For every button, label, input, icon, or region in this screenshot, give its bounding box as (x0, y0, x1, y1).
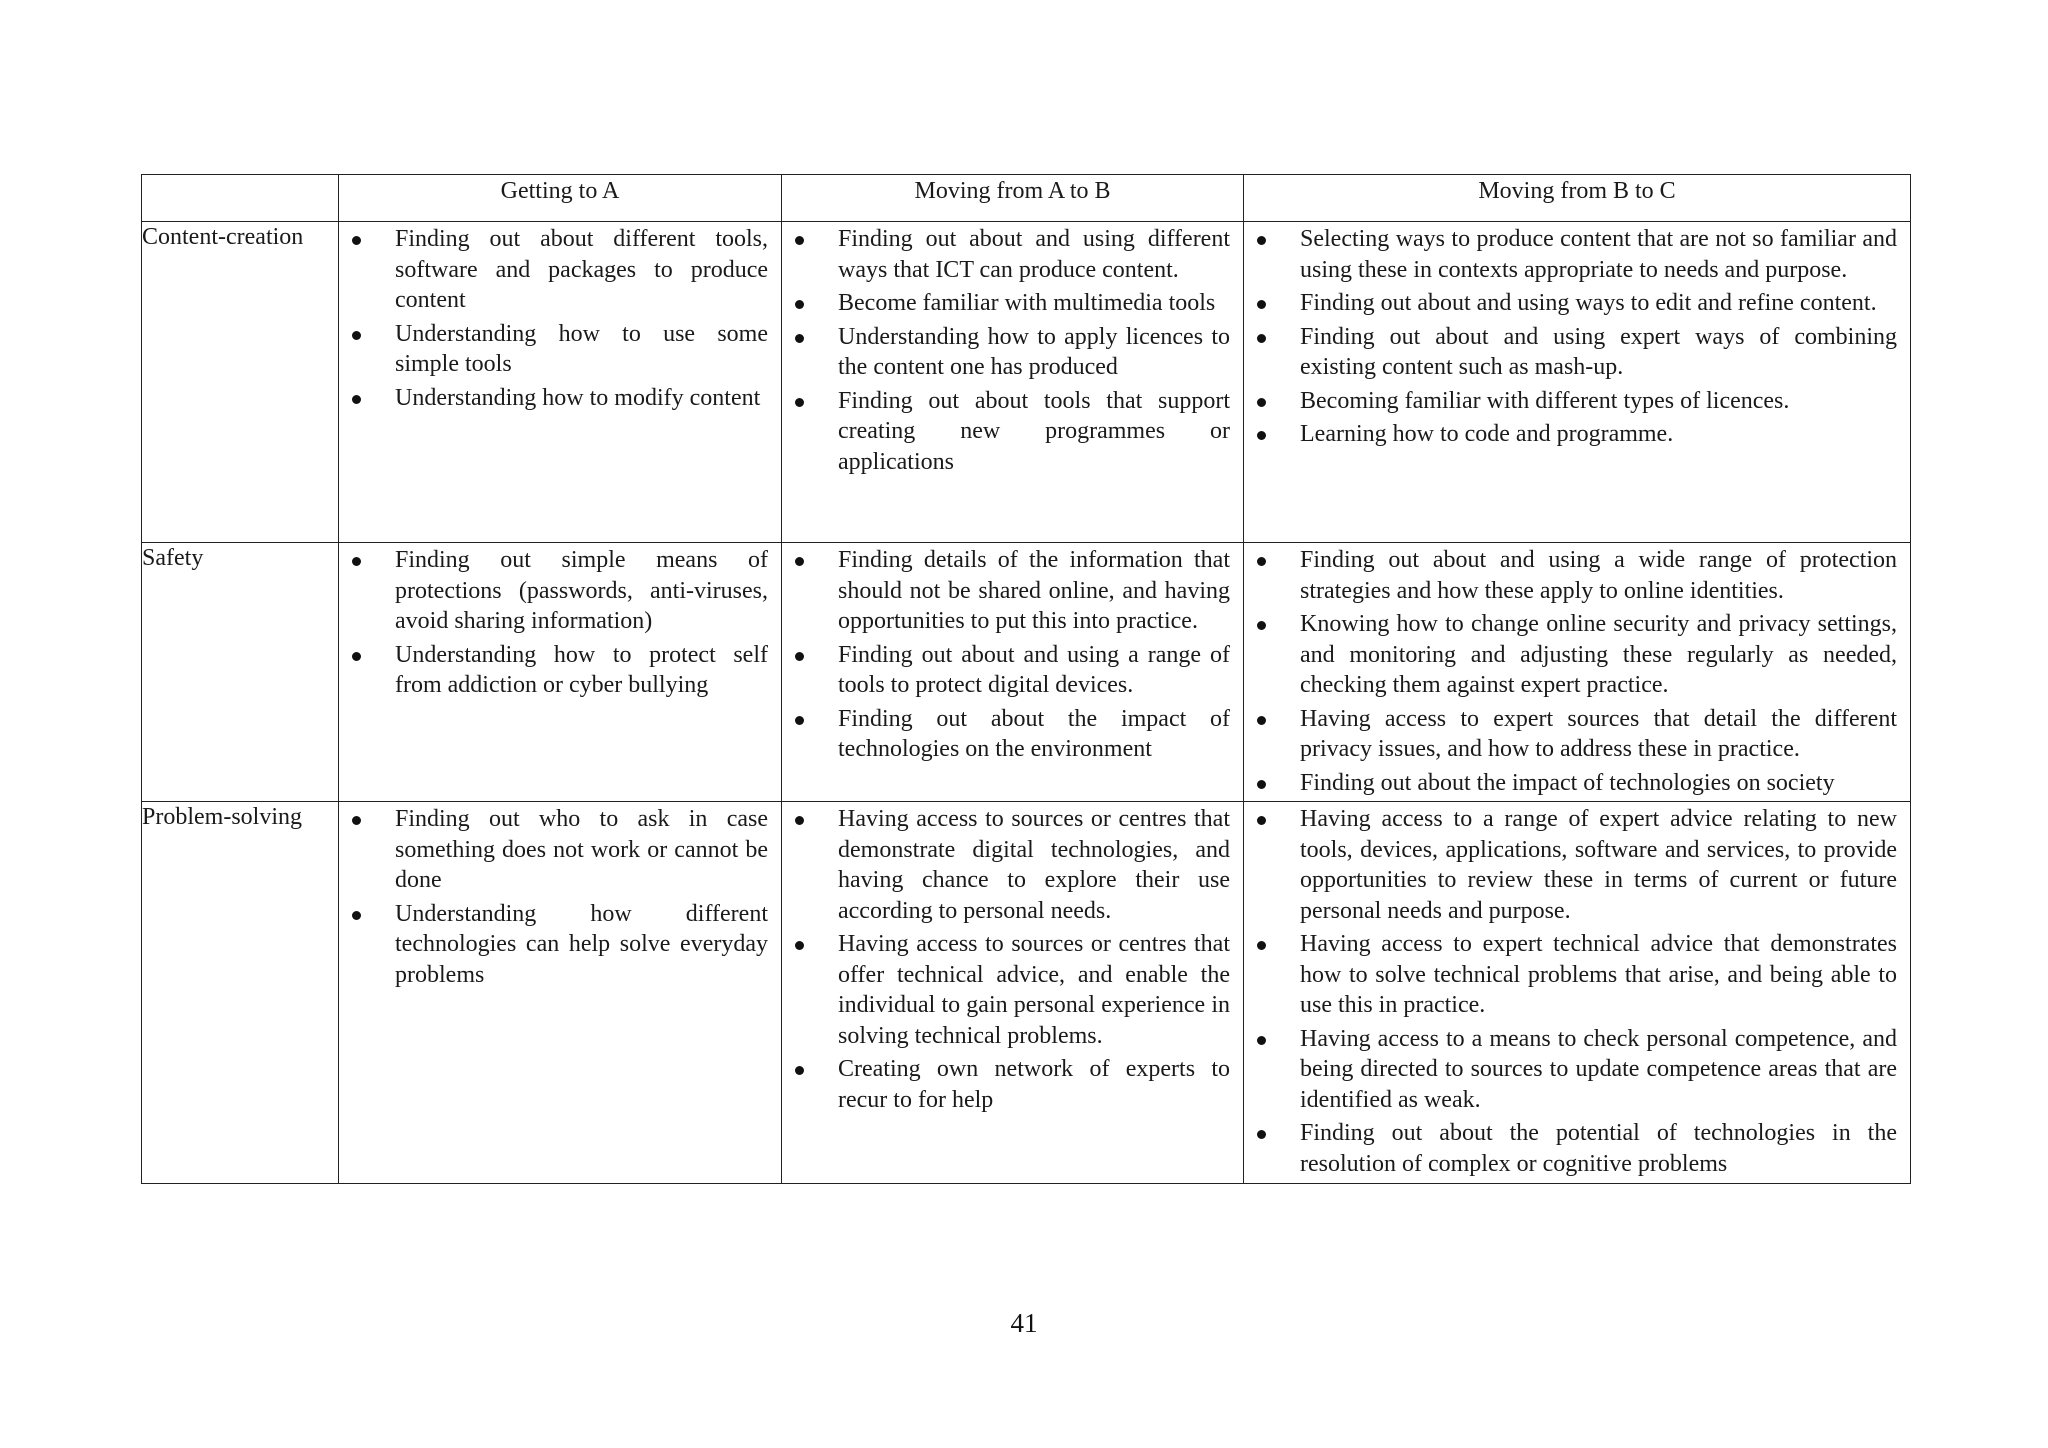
list-item (1244, 768, 1910, 799)
list-item (339, 224, 781, 316)
list-item-text: Creating own network of experts to recur to for help (838, 1056, 1230, 1113)
bullet-icon (795, 816, 804, 825)
bullet-icon (795, 557, 804, 566)
list-item-text: Finding out who to ask in case something does not work or cannot be done (395, 806, 768, 893)
list-item-text: Having access to expert sources that detail the different privacy issues, and how to address these in practice. (1300, 705, 1897, 762)
bullet-icon (352, 236, 361, 245)
bullet-icon (352, 911, 361, 920)
bullet-icon (1257, 557, 1266, 566)
list-item (1244, 804, 1910, 926)
table-cell (782, 222, 1244, 543)
bullet-icon (795, 300, 804, 309)
table-row (142, 543, 1911, 802)
table-cell (339, 222, 782, 543)
list-item-text: Understanding how to modify content (395, 384, 761, 411)
list-item-text: Finding out about different tools, software and packages to produce content (395, 226, 768, 313)
list-item-text: Finding out about the impact of technologies on the environment (838, 705, 1230, 762)
list-item-text: Understanding how different technologies can help solve everyday problems (395, 900, 768, 988)
list-item-text: Knowing how to change online security and privacy settings, and monitoring and adjusting these regularly as needed, checking them against expert practice. (1300, 611, 1897, 698)
list-item-text: Understanding how to use some simple tools (395, 320, 768, 377)
bullet-icon (1257, 716, 1266, 725)
bullet-list (339, 545, 781, 701)
bullet-list (782, 804, 1243, 1115)
bullet-icon (795, 1066, 804, 1075)
list-item (1244, 419, 1910, 450)
bullet-list (339, 224, 781, 413)
list-item-text: Finding out about the potential of technologies in the resolution of complex or cognitive problems (1300, 1120, 1897, 1177)
list-item-text: Finding out about and using expert ways of combining existing content such as mash-up. (1300, 323, 1897, 380)
table-row (142, 802, 1911, 1184)
bullet-list (1244, 545, 1910, 798)
list-item-text: Finding details of the information that should not be shared online, and having opportunities to put this into practice. (838, 547, 1230, 634)
bullet-icon (1257, 1130, 1266, 1139)
header-moving-a-to-b: Moving from A to B (782, 175, 1244, 222)
bullet-list (339, 804, 781, 990)
list-item (782, 804, 1243, 926)
list-item (782, 1054, 1243, 1115)
list-item (339, 545, 781, 637)
bullet-icon (795, 334, 804, 343)
table-cell (782, 802, 1244, 1184)
list-item-text: Understanding how to apply licences to the content one has produced (838, 323, 1230, 380)
list-item-text: Having access to a range of expert advice relating to new tools, devices, applications, software and services, to provide opportunities to review these in terms of current or future personal needs and purpose. (1300, 806, 1897, 924)
bullet-icon (1257, 621, 1266, 630)
row-label-safety: Safety (142, 543, 339, 802)
table-cell (1244, 802, 1911, 1184)
bullet-icon (795, 716, 804, 725)
table-row (142, 222, 1911, 543)
list-item (1244, 322, 1910, 383)
list-item-text: Finding out about and using a wide range of protection strategies and how these apply to online identities. (1300, 547, 1897, 604)
bullet-icon (1257, 236, 1266, 245)
bullet-icon (352, 331, 361, 340)
table-cell (782, 543, 1244, 802)
list-item-text: Having access to sources or centres that demonstrate digital technologies, and having chance to explore their use according to personal needs. (838, 806, 1230, 924)
competence-progression-table (141, 174, 1911, 1184)
bullet-icon (795, 652, 804, 661)
list-item (339, 640, 781, 701)
bullet-icon (1257, 398, 1266, 407)
list-item (339, 899, 781, 991)
bullet-list (782, 224, 1243, 477)
row-label-problem-solving: Problem-solving (142, 802, 339, 1184)
list-item-text: Becoming familiar with different types of licences. (1300, 387, 1790, 414)
list-item-text: Finding out about and using a range of tools to protect digital devices. (838, 641, 1230, 698)
bullet-icon (352, 652, 361, 661)
list-item (782, 322, 1243, 383)
list-item-text: Understanding how to protect self from addiction or cyber bullying (395, 641, 768, 698)
list-item-text: Learning how to code and programme. (1300, 421, 1674, 447)
list-item (782, 640, 1243, 701)
list-item (1244, 609, 1910, 701)
list-item (339, 383, 781, 414)
bullet-icon (1257, 780, 1266, 789)
list-item-text: Finding out about and using ways to edit and refine content. (1300, 290, 1877, 316)
list-item-text: Finding out about and using different ways that ICT can produce content. (838, 226, 1230, 283)
list-item (339, 804, 781, 896)
table-cell (339, 802, 782, 1184)
list-item-text: Finding out about tools that support creating new programmes or applications (838, 387, 1230, 475)
list-item-text: Having access to a means to check personal competence, and being directed to sources to update competence areas that are identified as weak. (1300, 1025, 1897, 1113)
table-cell (339, 543, 782, 802)
list-item (1244, 704, 1910, 765)
list-item (1244, 288, 1910, 319)
table-cell (1244, 543, 1911, 802)
table-header-row (142, 175, 1911, 222)
bullet-icon (1257, 300, 1266, 309)
bullet-icon (1257, 1036, 1266, 1045)
bullet-icon (1257, 431, 1266, 440)
bullet-list (1244, 804, 1910, 1179)
list-item (782, 929, 1243, 1051)
bullet-icon (795, 398, 804, 407)
list-item (1244, 1118, 1910, 1179)
list-item (782, 224, 1243, 285)
bullet-list (782, 545, 1243, 765)
bullet-icon (352, 557, 361, 566)
list-item (1244, 386, 1910, 417)
bullet-icon (1257, 941, 1266, 950)
list-item-text: Having access to sources or centres that offer technical advice, and enable the individual to gain personal experience in solving technical problems. (838, 931, 1230, 1049)
list-item-text: Selecting ways to produce content that are not so familiar and using these in contexts appropriate to needs and purpose. (1300, 226, 1897, 283)
list-item (782, 704, 1243, 765)
bullet-list (1244, 224, 1910, 450)
bullet-icon (352, 395, 361, 404)
bullet-icon (352, 816, 361, 825)
bullet-icon (1257, 334, 1266, 343)
list-item (1244, 224, 1910, 285)
list-item (782, 288, 1243, 319)
header-getting-to-a: Getting to A (339, 175, 782, 222)
bullet-icon (795, 941, 804, 950)
list-item (339, 319, 781, 380)
list-item (1244, 929, 1910, 1021)
list-item (1244, 545, 1910, 606)
list-item-text: Become familiar with multimedia tools (838, 290, 1216, 316)
row-label-content-creation: Content-creation (142, 222, 339, 543)
bullet-icon (1257, 816, 1266, 825)
list-item-text: Finding out simple means of protections (passwords, anti-viruses, avoid sharing information) (395, 547, 768, 634)
list-item (782, 386, 1243, 478)
table-cell (1244, 222, 1911, 543)
page-number: 41 (1010, 1308, 1038, 1338)
list-item-text: Finding out about the impact of technologies on society (1300, 769, 1835, 796)
list-item-text: Having access to expert technical advice that demonstrates how to solve technical problems that arise, and being able to use this in practice. (1300, 931, 1897, 1018)
header-corner-cell (142, 175, 339, 222)
bullet-icon (795, 236, 804, 245)
header-moving-b-to-c: Moving from B to C (1244, 175, 1911, 222)
list-item (782, 545, 1243, 637)
list-item (1244, 1024, 1910, 1116)
